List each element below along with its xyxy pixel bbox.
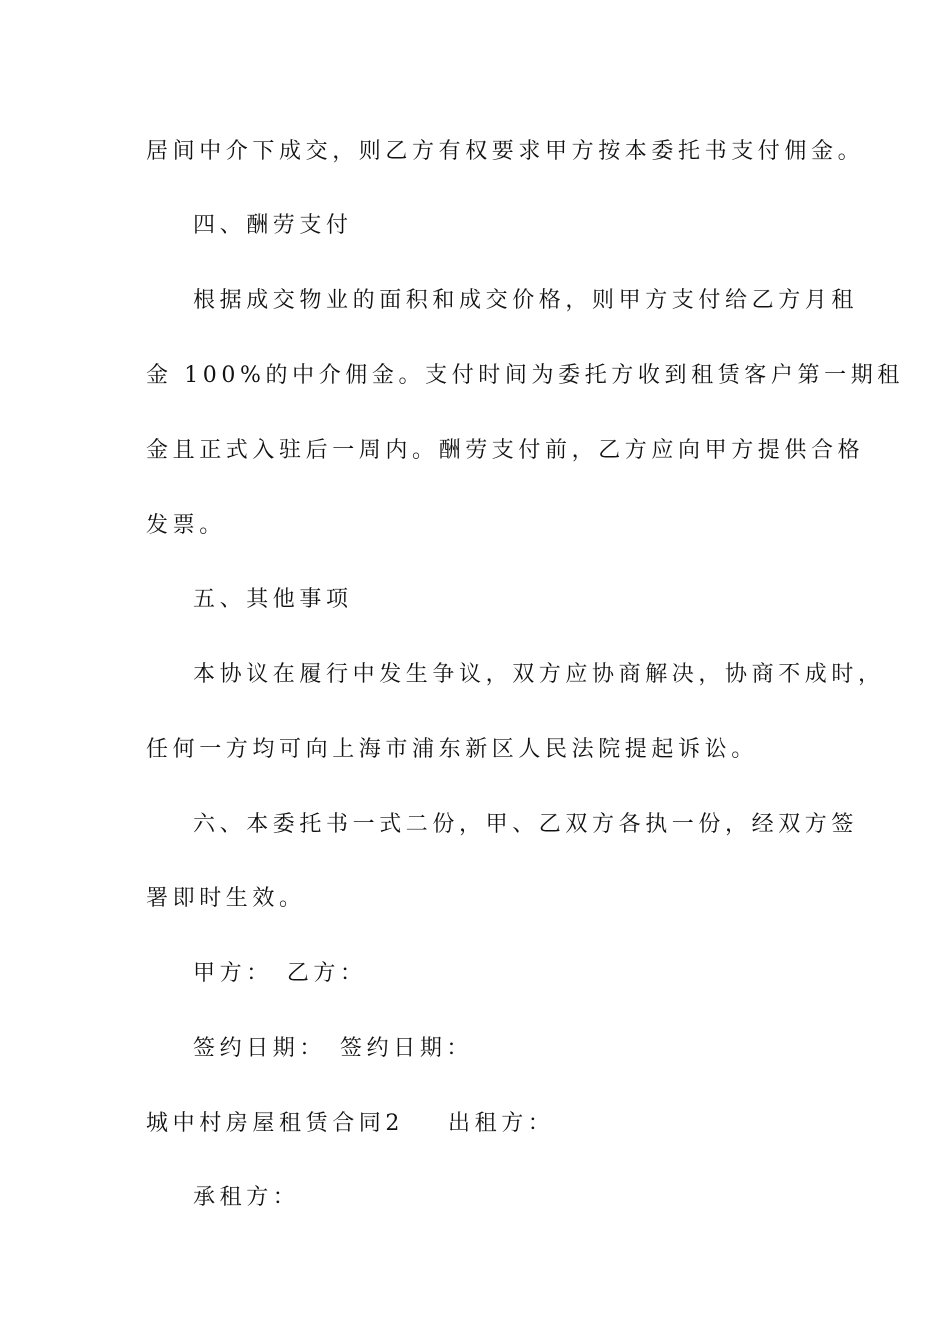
paragraph-line: 根据成交物业的面积和成交价格，则甲方支付给乙方月租 xyxy=(193,288,859,313)
lessee-label: 承租方： xyxy=(193,1185,300,1210)
sign-date-a-label: 签约日期： xyxy=(193,1036,327,1061)
paragraph-line: 金且正式入驻后一周内。酬劳支付前，乙方应向甲方提供合格 xyxy=(146,438,865,463)
next-contract-row xyxy=(146,1109,826,1139)
paragraph-line: 任何一方均可向上海市浦东新区人民法院提起诉讼。 xyxy=(146,737,758,762)
paragraph-line: 署即时生效。 xyxy=(146,886,306,911)
section-heading-payment: 四、酬劳支付 xyxy=(193,213,353,238)
next-contract-title: 城中村房屋租赁合同2 xyxy=(146,1111,404,1136)
paragraph-line: 金 100%的中介佣金。支付时间为委托方收到租赁客户第一期租 xyxy=(146,363,904,388)
paragraph-line: 本协议在履行中发生争议，双方应协商解决，协商不成时， xyxy=(193,662,885,687)
lessor-label: 出租方： xyxy=(448,1111,555,1136)
paragraph-line: 发票。 xyxy=(146,513,226,538)
party-b-label: 乙方： xyxy=(286,961,367,986)
sign-date-b-label: 签约日期： xyxy=(340,1036,474,1061)
paragraph-line: 居间中介下成交，则乙方有权要求甲方按本委托书支付佣金。 xyxy=(146,139,865,164)
paragraph-line: 六、本委托书一式二份，甲、乙双方各执一份，经双方签 xyxy=(193,812,859,837)
lessee-row xyxy=(193,1183,873,1213)
signature-dates-row xyxy=(193,1034,873,1064)
party-a-label: 甲方： xyxy=(193,961,273,986)
signature-parties-row xyxy=(193,959,873,989)
section-heading-other: 五、其他事项 xyxy=(193,587,353,612)
